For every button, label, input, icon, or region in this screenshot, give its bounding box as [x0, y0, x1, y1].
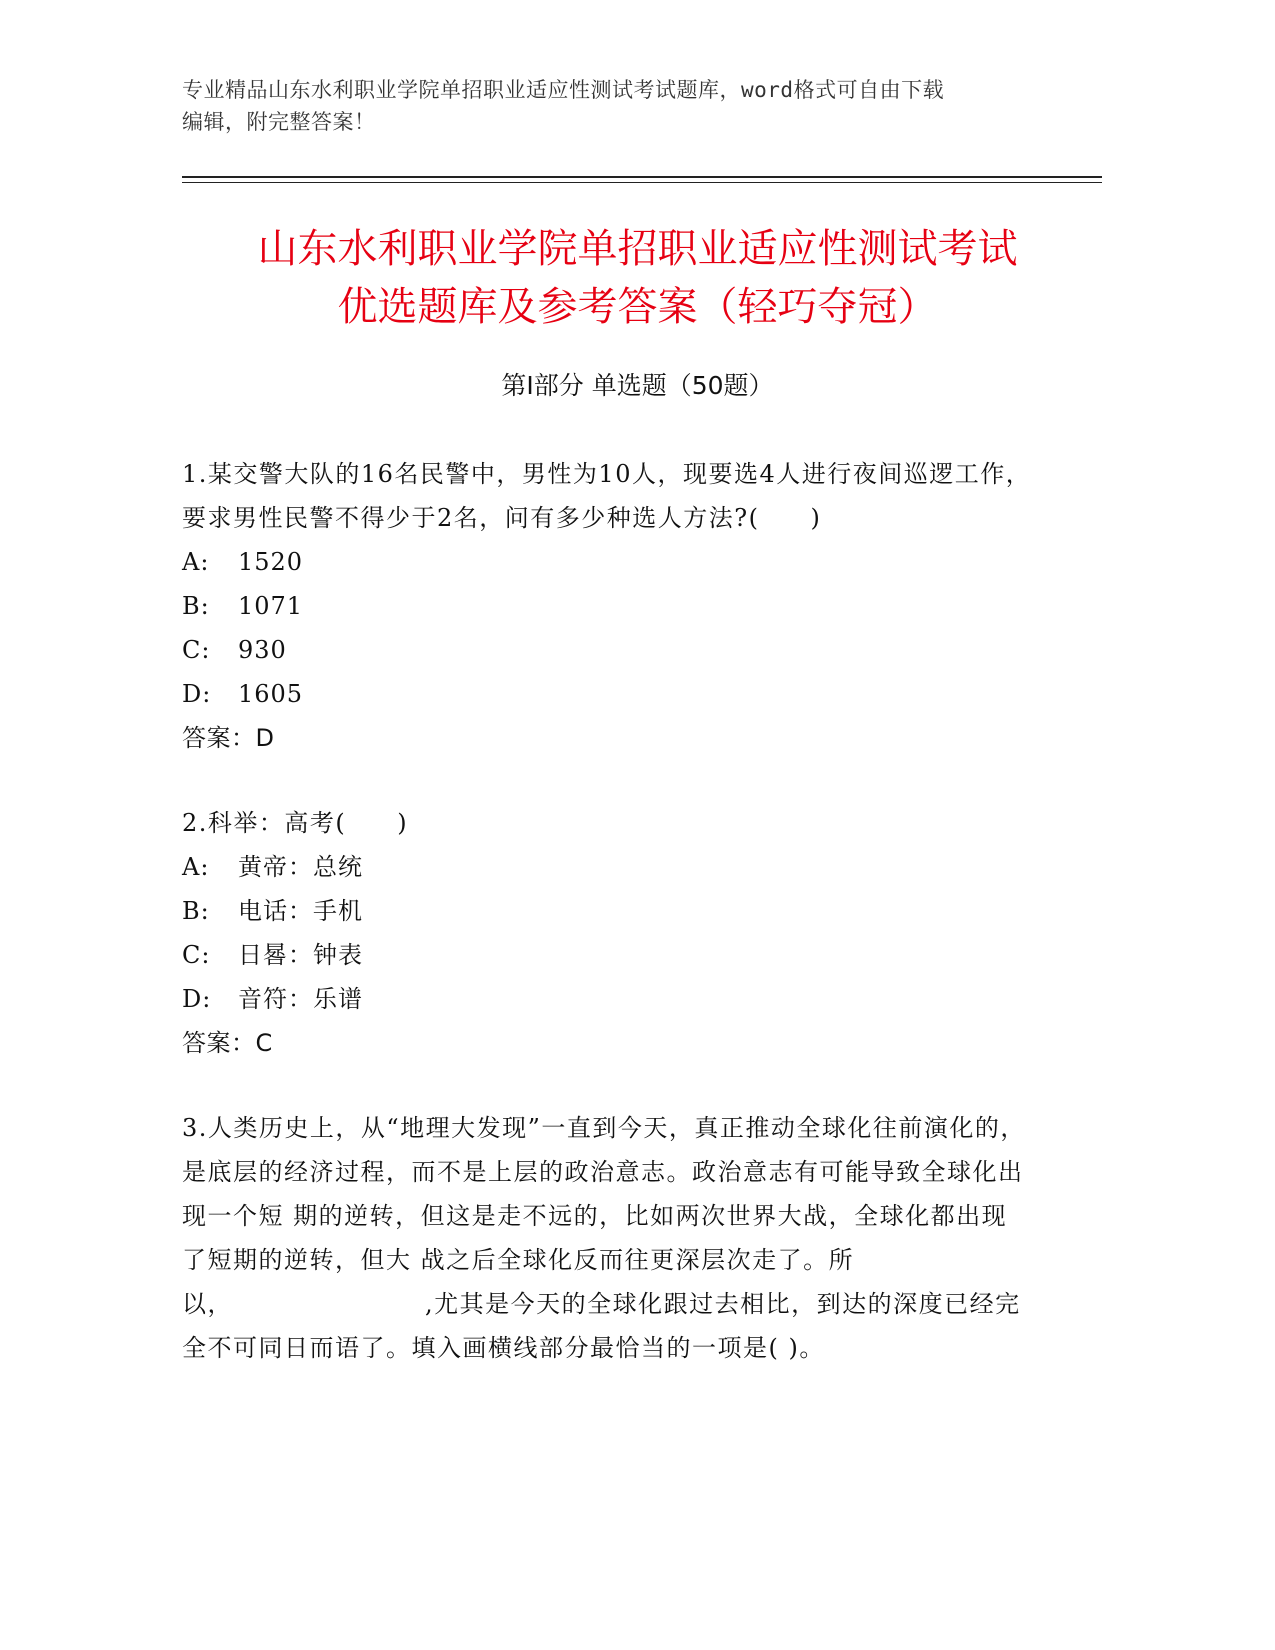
- question-stem: 1.某交警大队的16名民警中，男性为10人，现要选4人进行夜间巡逻工作， 要求男性民警不得少于2名，问有多少种选人方法?( ): [182, 460, 1032, 532]
- option-text: 1071: [238, 592, 304, 620]
- option-letter: C:: [182, 636, 211, 664]
- question-2: [182, 801, 1032, 1065]
- header-divider-thin: [182, 182, 1102, 183]
- option-d: [182, 672, 1032, 716]
- section-title: 第Ⅰ部分 单选题（50题）: [501, 371, 774, 400]
- option-letter: C:: [182, 941, 211, 969]
- option-text: 黄帝：总统: [238, 853, 363, 881]
- document-title: [150, 220, 1125, 336]
- header-divider-thick: [182, 176, 1102, 178]
- question-stem: 2.科举：高考( ): [182, 809, 409, 837]
- document-title-line-2: 优选题库及参考答案（轻巧夺冠）: [337, 284, 938, 330]
- question-3: [182, 1106, 1032, 1370]
- option-text: 日晷：钟表: [238, 941, 363, 969]
- option-letter: D:: [182, 985, 212, 1013]
- option-a: [182, 845, 1032, 889]
- option-letter: A:: [182, 548, 210, 576]
- option-text: 1520: [238, 548, 304, 576]
- option-letter: A:: [182, 853, 210, 881]
- question-stem: 3.人类历史上，从“地理大发现”一直到今天，真正推动全球化往前演化的， 是底层的经济过程，而不是上层的政治意志。政治意志有可能导致全球化出现一个短 期的逆转，但这是走不远的，比如两次世界大战，全球化都出现了短期的逆转，但大 战之后全球化反而往更深层次走了。所以， ,尤其是今天的全球化跟过去相比，到达的深度已经完全不可同日而语了。填入画横线部分最恰当的一项是( )。: [182, 1114, 1026, 1362]
- answer: 答案：C: [182, 1029, 273, 1057]
- option-letter: B:: [182, 897, 210, 925]
- option-c: [182, 933, 1032, 977]
- option-d: [182, 977, 1032, 1021]
- option-letter: B:: [182, 592, 210, 620]
- option-c: [182, 628, 1032, 672]
- option-letter: D:: [182, 680, 212, 708]
- header-note-line-1: 专业精品山东水利职业学院单招职业适应性测试考试题库，word格式可自由下载: [182, 78, 945, 102]
- option-b: [182, 584, 1032, 628]
- option-text: 音符：乐谱: [238, 985, 363, 1013]
- header-note-line-2: 编辑，附完整答案！: [182, 110, 376, 134]
- option-text: 电话：手机: [238, 897, 363, 925]
- answer: 答案：D: [182, 724, 275, 752]
- document-title-line-1: 山东水利职业学院单招职业适应性测试考试: [257, 226, 1018, 272]
- option-text: 1605: [238, 680, 304, 708]
- option-text: 930: [238, 636, 287, 664]
- header-note: [182, 74, 1032, 138]
- option-b: [182, 889, 1032, 933]
- option-a: [182, 540, 1032, 584]
- question-1: [182, 452, 1032, 760]
